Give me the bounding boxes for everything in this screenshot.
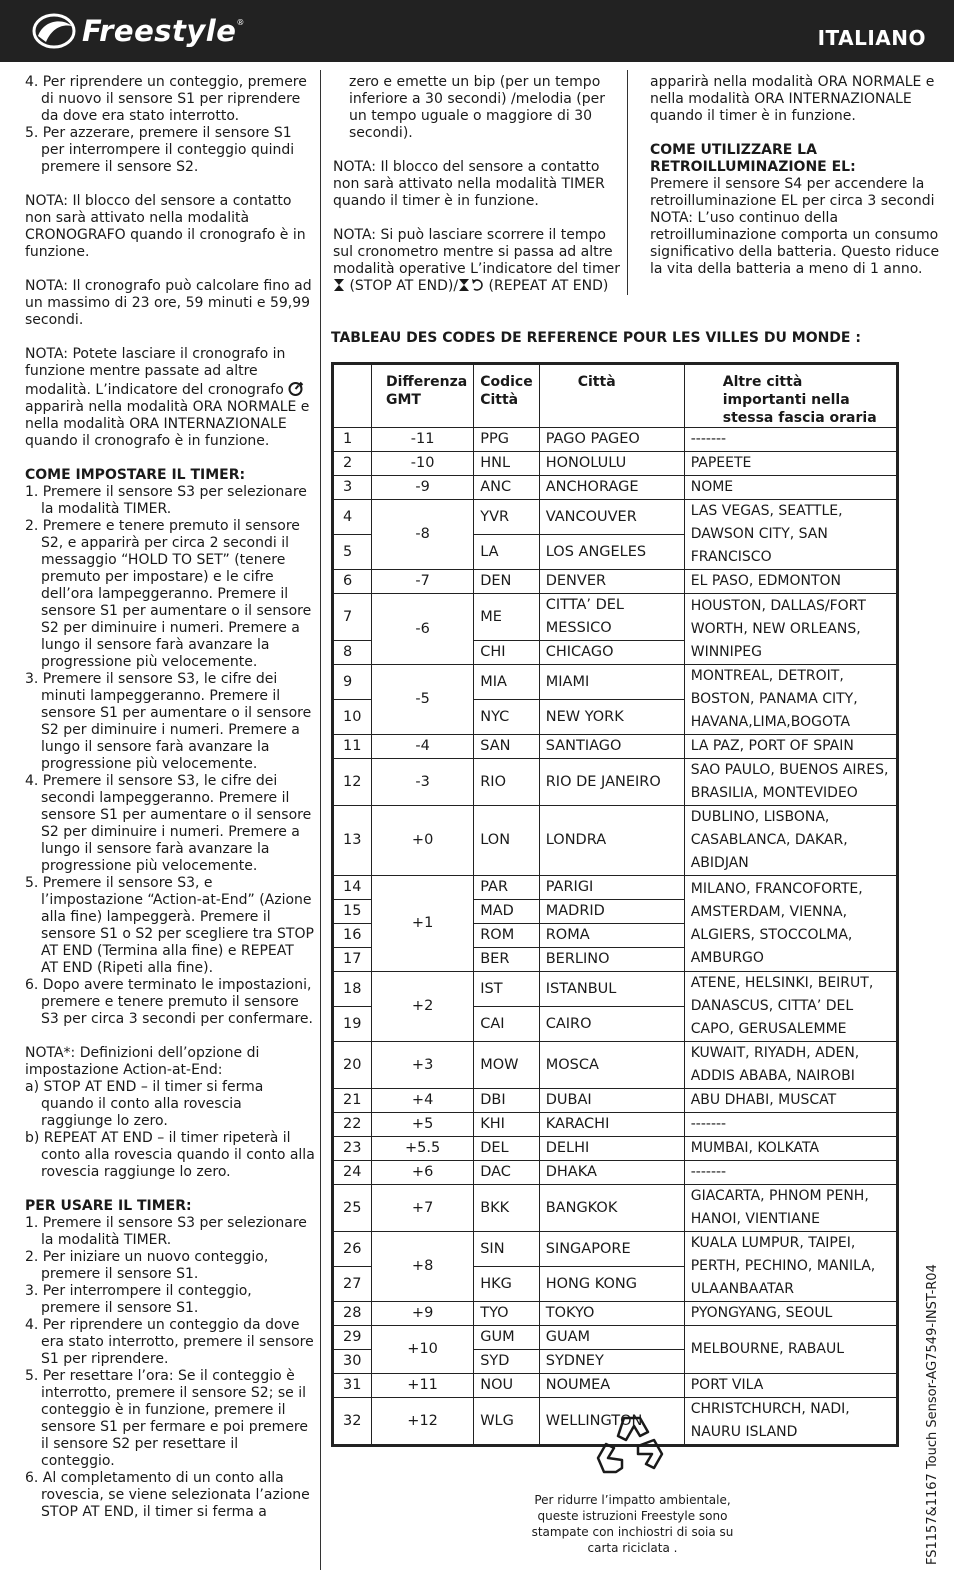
other-cities-cell: ATENE, HELSINKI, BEIRUT, DANASCUS, CITTA’ DEL CAPO, GERUSALEMME [684,972,897,1042]
column-2 [333,74,623,312]
row-number-cell: 8 [333,641,372,665]
city-cell: DENVER [539,570,684,594]
gmt-cell: -5 [372,665,474,735]
other-cities-cell: PAPEETE [684,452,897,476]
row-number-cell: 27 [333,1267,372,1302]
row-number-cell: 24 [333,1161,372,1185]
city-cell: HONOLULU [539,452,684,476]
table-row [333,1137,898,1161]
table-row [333,1232,898,1267]
row-number-cell: 10 [333,700,372,735]
gmt-cell: +1 [372,876,474,972]
row-number-cell: 3 [333,476,372,500]
registered-mark: ® [236,18,245,27]
table-row [333,452,898,476]
section-heading: PER USARE IL TIMER: [25,1198,192,1214]
city-cell: SYDNEY [539,1350,684,1374]
row-number-cell: 7 [333,594,372,641]
table-row [333,1113,898,1137]
header-bar [0,0,954,62]
city-code-cell: WLG [474,1398,540,1446]
other-cities-cell: DUBLINO, LISBONA, CASABLANCA, DAKAR, ABIDJAN [684,806,897,876]
other-cities-cell: KUWAIT, RIYADH, ADEN, ADDIS ABABA, NAIROBI [684,1042,897,1089]
other-cities-cell: NOME [684,476,897,500]
row-number-cell: 5 [333,535,372,570]
table-row [333,876,898,900]
repeat-at-end-label: (REPEAT AT END) [488,278,609,294]
row-number-cell: 4 [333,500,372,535]
table-row [333,428,898,452]
note-paragraph: NOTA*: Definizioni dell’opzione di impostazione Action-at-End: [25,1045,260,1078]
city-code-cell: NOU [474,1374,540,1398]
other-cities-cell: LA PAZ, PORT OF SPAIN [684,735,897,759]
column-3 [650,74,945,278]
city-cell: NOUMEA [539,1374,684,1398]
note-paragraph: NOTA: Il cronografo può calcolare fino ad un massimo di 23 ore, 59 minuti e 59,99 secondi. [25,278,312,328]
gmt-cell: -9 [372,476,474,500]
other-cities-cell: ------- [684,1161,897,1185]
city-cell: ANCHORAGE [539,476,684,500]
row-number-cell: 19 [333,1007,372,1042]
other-cities-cell: PORT VILA [684,1374,897,1398]
brand-name: Freestyle [82,14,237,48]
row-number-cell: 13 [333,806,372,876]
city-code-cell: TYO [474,1302,540,1326]
city-code-cell: GUM [474,1326,540,1350]
table-title: TABLEAU DES CODES DE REFERENCE POUR LES VILLES DU MONDE : [331,330,861,346]
row-number-cell: 25 [333,1185,372,1232]
city-code-cell: PAR [474,876,540,900]
gmt-cell: -8 [372,500,474,570]
row-number-cell: 32 [333,1398,372,1446]
other-cities-cell: GIACARTA, PHNOM PENH, HANOI, VIENTIANE [684,1185,897,1232]
gmt-cell: -4 [372,735,474,759]
column-header: Differenza GMT [372,364,474,428]
row-number-cell: 12 [333,759,372,806]
city-code-cell: CHI [474,641,540,665]
city-cell: DHAKA [539,1161,684,1185]
list-item: 4. Per riprendere un conteggio da dove era stato interrotto, premere il sensore S1 per riprendere. [25,1317,314,1367]
el-instructions: Premere il sensore S4 per accendere la retroilluminazione EL per circa 3 secondi [650,176,935,209]
city-code-cell: NYC [474,700,540,735]
note-paragraph: NOTA: Il blocco del sensore a contatto non sarà attivato nella modalità CRONOGRAFO quando il cronografo è in funzione. [25,193,306,260]
table-row [333,1161,898,1185]
gmt-cell: +5 [372,1113,474,1137]
table-row [333,594,898,641]
city-cell: DELHI [539,1137,684,1161]
list-item: 5. Per resettare l’ora: Se il conteggio è interrotto, premere il sensore S2; se il conteggio è in funzione, premere il sensore S1 per fermare e poi premere il sensore S2 per resettare il conteggio. [25,1368,308,1469]
table-row [333,570,898,594]
list-item: 4. Per riprendere un conteggio, premere di nuovo il sensore S1 per riprendere da dove era stato interrotto. [25,74,307,124]
continuation-text: apparirà nella modalità ORA NORMALE e nella modalità ORA INTERNAZIONALE quando il timer è in funzione. [650,74,935,124]
gmt-cell: -3 [372,759,474,806]
city-cell: PAGO PAGEO [539,428,684,452]
city-code-cell: DAC [474,1161,540,1185]
row-number-cell: 29 [333,1326,372,1350]
column-header: Città [539,364,684,428]
gmt-cell: +0 [372,806,474,876]
column-header: Codice Città [474,364,540,428]
city-cell: ROMA [539,924,684,948]
section-heading: COME IMPOSTARE IL TIMER: [25,467,246,483]
list-item: a) STOP AT END – il timer si ferma quando il conto alla rovescia raggiunge lo zero. [25,1079,264,1129]
city-cell: SANTIAGO [539,735,684,759]
row-number-cell: 11 [333,735,372,759]
list-item: 3. Premere il sensore S3, le cifre dei minuti lampeggeranno. Premere il sensore S1 per aumentare o il sensore S2 per diminuire i numeri. Premere a lungo il sensore farà avanzare la progressione più velocemente. [25,671,312,772]
row-number-cell: 9 [333,665,372,700]
hourglass-repeat-icon [458,278,484,292]
row-number-cell: 14 [333,876,372,900]
gmt-cell: +12 [372,1398,474,1446]
city-cell: RIO DE JANEIRO [539,759,684,806]
city-code-cell: LA [474,535,540,570]
city-code-cell: SYD [474,1350,540,1374]
city-cell: LONDRA [539,806,684,876]
row-number-cell: 23 [333,1137,372,1161]
city-code-cell: MOW [474,1042,540,1089]
table-row [333,1302,898,1326]
column-divider-1 [320,70,321,1570]
row-number-cell: 26 [333,1232,372,1267]
other-cities-cell: CHRISTCHURCH, NADI, NAURU ISLAND [684,1398,897,1446]
table-row [333,1326,898,1350]
city-code-cell: CAI [474,1007,540,1042]
city-cell: NEW YORK [539,700,684,735]
stop-at-end-label: (STOP AT END)/ [349,278,459,294]
row-number-cell: 16 [333,924,372,948]
gmt-cell: +4 [372,1089,474,1113]
list-item: 1. Premere il sensore S3 per selezionare la modalità TIMER. [25,484,307,517]
city-cell: KARACHI [539,1113,684,1137]
city-code-cell: MIA [474,665,540,700]
row-number-cell: 30 [333,1350,372,1374]
column-1 [25,74,315,1538]
wave-logo-icon [32,12,76,50]
city-cell: TOKYO [539,1302,684,1326]
gmt-cell: +5.5 [372,1137,474,1161]
row-number-cell: 1 [333,428,372,452]
gmt-cell: +9 [372,1302,474,1326]
city-code-cell: PPG [474,428,540,452]
note-paragraph [333,227,623,295]
city-cell: DUBAI [539,1089,684,1113]
row-number-cell: 20 [333,1042,372,1089]
row-number-cell: 18 [333,972,372,1007]
list-item: 2. Premere e tenere premuto il sensore S2, e apparirà per circa 2 secondi il messaggio “HOLD TO SET” (tenere premuto per impostare) e le cifre dell’ora lampeggeranno. Premere il sensore S1 per aumentare o il sensore S2 per diminuire i numeri. Premere a lungo il sensore farà avanzare la progressione più velocemente. [25,518,312,670]
list-item: 6. Dopo avere terminato le impostazioni, premere e tenere premuto il sensore S3 per circa 3 secondi per confermare. [25,977,313,1027]
note-paragraph: NOTA: Il blocco del sensore a contatto non sarà attivato nella modalità TIMER quando il timer è in funzione. [333,159,605,209]
note-text: apparirà nella modalità ORA NORMALE e nella modalità ORA INTERNAZIONALE quando il cronografo è in funzione. [25,399,310,449]
city-code-cell: MAD [474,900,540,924]
city-cell: PARIGI [539,876,684,900]
city-cell: LOS ANGELES [539,535,684,570]
other-cities-cell: ------- [684,1113,897,1137]
city-code-cell: ME [474,594,540,641]
list-item: 5. Premere il sensore S3, e l’impostazione “Action-at-End” (Azione alla fine) lampeggerà. Premere il sensore S1 o S2 per scegliere tra STOP AT END (Termina alla fine) e REPEAT AT END (Ripeti alla fine). [25,875,314,976]
other-cities-cell: MILANO, FRANCOFORTE, AMSTERDAM, VIENNA, ALGIERS, STOCCOLMA, AMBURGO [684,876,897,972]
other-cities-cell: ABU DHABI, MUSCAT [684,1089,897,1113]
note-paragraph [25,346,315,450]
city-code-cell: SIN [474,1232,540,1267]
table-row [333,1374,898,1398]
table-header-row [333,364,898,428]
gmt-cell: -10 [372,452,474,476]
city-code-cell: ROM [474,924,540,948]
city-code-cell: BER [474,948,540,972]
section-heading: COME UTILIZZARE LA RETROILLUMINAZIONE EL: [650,142,856,175]
city-code-cell: ANC [474,476,540,500]
city-cell: BANGKOK [539,1185,684,1232]
city-cell: MIAMI [539,665,684,700]
recycle-icon [594,1410,670,1482]
gmt-cell: +3 [372,1042,474,1089]
column-divider-2 [627,70,628,295]
city-code-cell: BKK [474,1185,540,1232]
row-number-cell: 17 [333,948,372,972]
city-code-cell: DEL [474,1137,540,1161]
row-number-cell: 22 [333,1113,372,1137]
other-cities-cell: ------- [684,428,897,452]
row-number-cell: 2 [333,452,372,476]
gmt-cell: -7 [372,570,474,594]
table-row [333,1185,898,1232]
city-code-cell: HNL [474,452,540,476]
column-header [333,364,372,428]
el-note: NOTA: L’uso continuo della retroilluminazione comporta un consumo significativo della batteria. Questo riduce la vita della batteria a meno di 1 anno. [650,210,940,277]
row-number-cell: 15 [333,900,372,924]
environment-footnote: Per ridurre l’impatto ambientale, queste istruzioni Freestyle sono stampate con inchiostri di soia su carta riciclata . [531,1493,734,1555]
city-code-cell: DBI [474,1089,540,1113]
table-row [333,806,898,876]
city-code-cell: HKG [474,1267,540,1302]
table-row [333,500,898,535]
city-code-cell: IST [474,972,540,1007]
chronograph-icon [288,380,304,396]
gmt-cell: +8 [372,1232,474,1302]
city-cell: CHICAGO [539,641,684,665]
other-cities-cell: EL PASO, EDMONTON [684,570,897,594]
city-cell: VANCOUVER [539,500,684,535]
row-number-cell: 21 [333,1089,372,1113]
gmt-cell: +6 [372,1161,474,1185]
city-code-cell: RIO [474,759,540,806]
row-number-cell: 28 [333,1302,372,1326]
city-cell: ISTANBUL [539,972,684,1007]
table-row [333,1042,898,1089]
city-cell: MADRID [539,900,684,924]
table-row [333,665,898,700]
note-text: NOTA: Potete lasciare il cronografo in funzione mentre passate ad altre modalità. L’indicatore del cronografo [25,346,286,398]
city-cell: WELLINGTON [539,1398,684,1446]
city-code-cell: DEN [474,570,540,594]
other-cities-cell: SAO PAULO, BUENOS AIRES, BRASILIA, MONTEVIDEO [684,759,897,806]
other-cities-cell: LAS VEGAS, SEATTLE, DAWSON CITY, SAN FRANCISCO [684,500,897,570]
list-item: 1. Premere il sensore S3 per selezionare la modalità TIMER. [25,1215,307,1248]
document-code: FS1157&1167 Touch Sensor-AG7549-INST-R04 [925,1264,940,1565]
table-row [333,735,898,759]
gmt-cell: -6 [372,594,474,665]
city-cell: CITTA’ DEL MESSICO [539,594,684,641]
city-cell: GUAM [539,1326,684,1350]
other-cities-cell: MONTREAL, DETROIT, BOSTON, PANAMA CITY, HAVANA,LIMA,BOGOTA [684,665,897,735]
table-row [333,759,898,806]
list-item: 3. Per interrompere il conteggio, premere il sensore S1. [25,1283,252,1316]
list-item: 2. Per iniziare un nuovo conteggio, premere il sensore S1. [25,1249,269,1282]
other-cities-cell: HOUSTON, DALLAS/FORT WORTH, NEW ORLEANS, WINNIPEG [684,594,897,665]
city-cell: HONG KONG [539,1267,684,1302]
other-cities-cell: MUMBAI, KOLKATA [684,1137,897,1161]
list-item: 5. Per azzerare, premere il sensore S1 per interrompere il conteggio quindi premere il sensore S2. [25,125,295,175]
row-number-cell: 6 [333,570,372,594]
other-cities-cell: MELBOURNE, RABAUL [684,1326,897,1374]
city-code-cell: LON [474,806,540,876]
freestyle-logo [32,10,244,52]
gmt-cell: +2 [372,972,474,1042]
world-cities-table [331,362,899,1447]
table-body [333,428,898,1446]
gmt-cell: +7 [372,1185,474,1232]
city-code-cell: SAN [474,735,540,759]
city-cell: CAIRO [539,1007,684,1042]
other-cities-cell: KUALA LUMPUR, TAIPEI, PERTH, PECHINO, MANILA, ULAANBAATAR [684,1232,897,1302]
continuation-text: zero e emette un bip (per un tempo inferiore a 30 secondi) /melodia (per un tempo uguale o maggiore di 30 secondi). [349,74,605,141]
table-row [333,972,898,1007]
city-cell: SINGAPORE [539,1232,684,1267]
gmt-cell: +10 [372,1326,474,1374]
note-text: NOTA: Si può lasciare scorrere il tempo sul cronometro mentre si passa ad altre modalità operative L’indicatore del timer [333,227,620,277]
list-item: 4. Premere il sensore S3, le cifre dei secondi lampeggeranno. Premere il sensore S1 per aumentare o il sensore S2 per diminuire i numeri. Premere a lungo il sensore farà avanzare la progressione più velocemente. [25,773,312,874]
table-row [333,476,898,500]
gmt-cell: +11 [372,1374,474,1398]
row-number-cell: 31 [333,1374,372,1398]
language-label: ITALIANO [817,26,926,50]
city-cell: MOSCA [539,1042,684,1089]
table-row [333,1089,898,1113]
gmt-cell: -11 [372,428,474,452]
city-code-cell: KHI [474,1113,540,1137]
other-cities-cell: PYONGYANG, SEOUL [684,1302,897,1326]
column-header: Altre città importanti nella stessa fascia oraria [684,364,897,428]
city-code-cell: YVR [474,500,540,535]
city-cell: BERLINO [539,948,684,972]
list-item: b) REPEAT AT END – il timer ripeterà il conto alla rovescia quando il conto alla rovescia raggiunge lo zero. [25,1130,315,1180]
list-item: 6. Al completamento di un conto alla rovescia, se viene selezionata l’azione STOP AT END, il timer si ferma a [25,1470,310,1520]
hourglass-icon [333,278,345,292]
